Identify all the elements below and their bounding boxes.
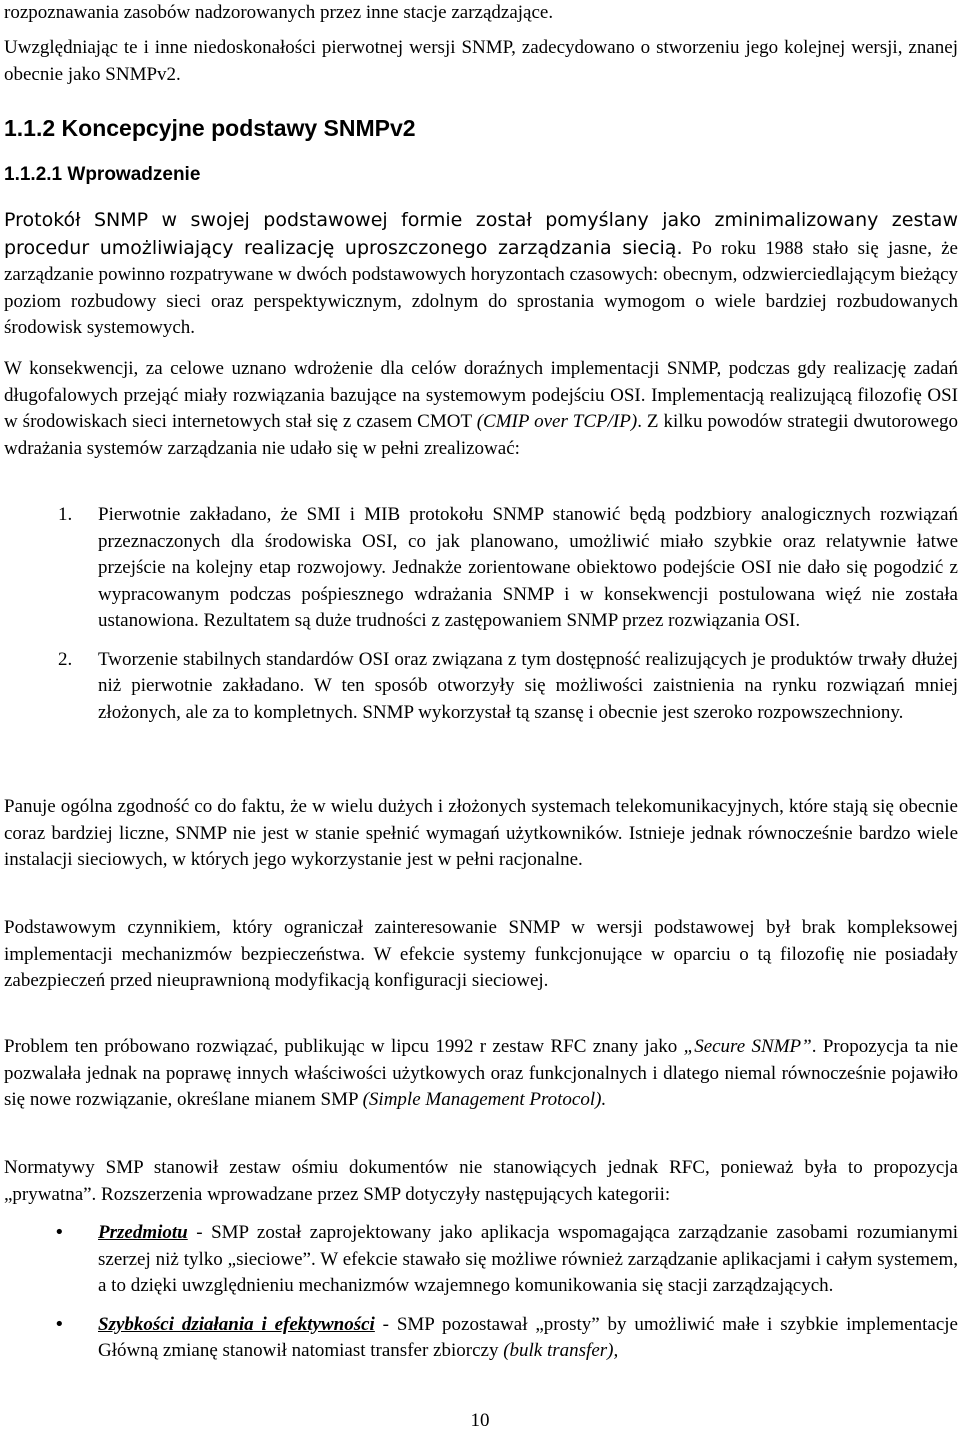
- bullet-text: - SMP pozostawał „prosty” by umożliwić małe i szybkie implementacje Główną zmianę stanowił natomiast transfer zbiorczy: [98, 1313, 958, 1361]
- bullet-list-item: [4, 1312, 958, 1365]
- paragraph-protokol-rest: Po roku 1988 stało się jasne, że zarządzanie powinno rozpatrywane w dwóch podstawowych horyzontach czasowych: obecnym, odzwierciedlającym bieżący poziom rozbudowy sieci oraz perspektywicznym, zdolnym do sprostania wymogom o wiele bardziej rozbudowanych środowisk systemowych.: [4, 237, 958, 338]
- paragraph-konsekwencji-italic: (CMIP over TCP/IP): [476, 411, 638, 432]
- bullet-list-item: [4, 1220, 958, 1300]
- list-item-text: Pierwotnie zakładano, że SMI i MIB protokołu SNMP stanowić będą podzbiory analogicznych rozwiązań przeznaczonych dla środowiska OSI, co jak planowano, umożliwić miało szybkie oraz relatywnie łatwe przejście na kolejny etap rozwojowy. Jednakże zorientowane obiektowo podejście OSI nie dało się pogodzić z wypracowanym podczas pośpiesznego wdrażania SNMP i w konsekwencji postulowana więź nie została ustanowiona. Rezultatem są duże trudności z zastępowaniem SNMP przez rozwiązania OSI.: [98, 504, 958, 631]
- subsection-heading: 1.1.2.1 Wprowadzenie: [4, 164, 201, 185]
- paragraph-problem-text-b: . Propozycja ta nie pozwalała jednak na poprawę innych właściwości użytkowych oraz funkcjonalnych i dlatego niemal równocześnie pojawiło się nowe rozwiązanie, określane mianem SMP: [4, 1036, 959, 1110]
- paragraph-konsekwencji-text-a: W konsekwencji, za celowe uznano wdrożenie dla celów doraźnych implementacji SNMP, podczas gdy realizację zadań długofalowych przejąć miały rozwiązania bazujące na systemowym podejściu OSI. Implementacją realizującą filozofię OSI w środowiskach sieci internetowych stał się z czasem CMOT: [4, 358, 958, 432]
- paragraph-problem-italic-secure-snmp: „Secure SNMP”: [683, 1036, 812, 1057]
- bullet-term: Szybkości działania i efektywności: [98, 1313, 375, 1335]
- intro-line: rozpoznawania zasobów nadzorowanych przez inne stacje zarządzające.: [4, 2, 554, 23]
- bullet-list: [4, 1220, 958, 1365]
- intro-paragraph: Uwzględniając te i inne niedoskonałości pierwotnej wersji SNMP, zadecydowano o stworzeniu jego kolejnej wersji, znanej obecnie jako SNMPv2.: [4, 37, 958, 85]
- bullet-italic-text: (bulk transfer),: [503, 1340, 619, 1361]
- paragraph-problem-italic-smp: (Simple Management Protocol).: [362, 1089, 607, 1110]
- paragraph-konsekwencji: [4, 356, 958, 462]
- paragraph-normatywy: Normatywy SMP stanowił zestaw ośmiu dokumentów nie stanowiących jednak RFC, ponieważ była to propozycja „prywatna”. Rozszerzenia wprowadzane przez SMP dotyczyły następujących kategorii:: [4, 1157, 958, 1205]
- paragraph-protokol: [4, 207, 958, 342]
- bullet-term: Przedmiotu: [98, 1222, 188, 1243]
- paragraph-konsekwencji-text-b: . Z kilku powodów strategii dwutorowego wdrażania systemów zarządzania nie udało się w pełni zrealizować:: [4, 411, 959, 459]
- list-item-text: Tworzenie stabilnych standardów OSI oraz związana z tym dostępność realizujących je produktów trwały dłużej niż pierwotnie zakładano. W ten sposób otworzyły się możliwości zaistnienia na rynku rozwiązań mniej złożonych, ale za to kompletnych. SNMP wykorzystał tą szansę i obecnie jest szeroko rozpowszechniony.: [98, 648, 958, 723]
- paragraph-panuje: Panuje ogólna zgodność co do faktu, że w wielu dużych i złożonych systemach telekomunikacyjnych, które stają się obecnie coraz bardziej liczne, SNMP nie jest w stanie spełnić wymagań użytkowników. Istnieje jednak równocześnie bardzo wiele instalacji sieciowych, w których jego wykorzystanie jest w pełni racjonalne.: [4, 796, 958, 870]
- paragraph-problem-text-a: Problem ten próbowano rozwiązać, publikując w lipcu 1992 r zestaw RFC znany jako: [4, 1036, 684, 1057]
- numbered-list: [4, 502, 958, 726]
- page-number: 10: [470, 1410, 490, 1431]
- list-number: 2.: [58, 648, 73, 670]
- section-heading: 1.1.2 Koncepcyjne podstawy SNMPv2: [4, 115, 416, 141]
- bullet-icon: •: [54, 1222, 65, 1243]
- numbered-list-item: [4, 502, 958, 635]
- paragraph-protokol-sans-text: Protokół SNMP w swojej podstawowej formie został pomyślany jako zminimalizowany zestaw procedur umożliwiający realizację uproszczonego zarządzania siecią.: [4, 209, 958, 259]
- list-number: 1.: [58, 504, 73, 525]
- numbered-list-item: [4, 647, 958, 727]
- bullet-text: - SMP został zaprojektowany jako aplikacja wspomagająca zarządzanie zasobami rozumianymi szerzej niż tylko „sieciowe”. W efekcie stawało się możliwe również zarządzanie aplikacjami i całym systemem, a to dzięki uwzględnieniu mechanizmów wzajemnego komunikowania się stacji zarządzających.: [98, 1222, 958, 1296]
- bullet-icon: •: [54, 1313, 65, 1335]
- paragraph-podstawowym: Podstawowym czynnikiem, który ograniczał zainteresowanie SNMP w wersji podstawowej był brak kompleksowej implementacji mechanizmów bezpieczeństwa. W efekcie systemy funkcjonujące w oparciu o tą filozofię nie posiadały zabezpieczeń przed nieuprawnioną modyfikacją konfiguracji sieciowej.: [4, 917, 958, 991]
- paragraph-problem: [4, 1034, 958, 1114]
